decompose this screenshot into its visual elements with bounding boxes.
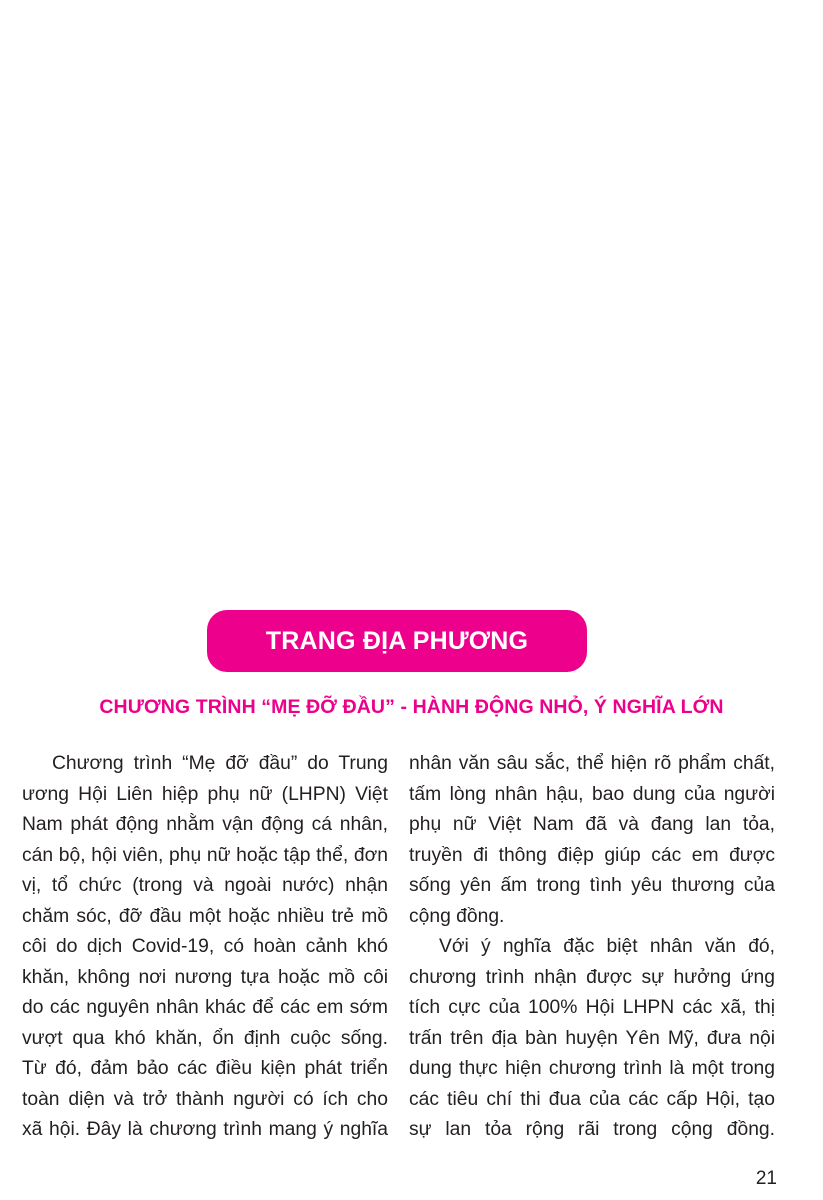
body-line: khăn, không nơi nương tựa hoặc mồ côi <box>22 966 388 988</box>
body-line: vượt qua khó khăn, ổn định cuộc sống. <box>22 1027 388 1049</box>
body-line: truyền đi thông điệp giúp các em được <box>409 844 775 866</box>
body-line: ương Hội Liên hiệp phụ nữ (LHPN) Việt <box>22 783 388 805</box>
body-line: cán bộ, hội viên, phụ nữ hoặc tập thể, đơn <box>22 844 388 866</box>
body-line: các tiêu chí thi đua của các cấp Hội, tạo <box>409 1088 775 1110</box>
body-line: Với ý nghĩa đặc biệt nhân văn đó, <box>439 936 775 957</box>
body-line: trấn trên địa bàn huyện Yên Mỹ, đưa nội <box>409 1027 775 1049</box>
article-title: CHƯƠNG TRÌNH “MẸ ĐỠ ĐẦU” - HÀNH ĐỘNG NHỎ, Ý NGHĨA LỚN <box>99 696 724 718</box>
body-line: vị, tổ chức (trong và ngoài nước) nhận <box>22 875 388 896</box>
body-line: xã hội. Đây là chương trình mang ý nghĩa <box>22 1119 388 1140</box>
section-header-banner <box>207 610 587 672</box>
body-line: chăm sóc, đỡ đầu một hoặc nhiều trẻ mồ <box>22 905 388 927</box>
body-line: sự lan tỏa rộng rãi trong cộng đồng. <box>409 1119 775 1140</box>
body-line: côi do dịch Covid-19, có hoàn cảnh khó <box>22 936 388 957</box>
body-line: sống yên ấm trong tình yêu thương của <box>409 875 775 896</box>
left-column <box>22 749 388 1146</box>
body-line: dung thực hiện chương trình là một trong <box>409 1058 775 1079</box>
body-line: do các nguyên nhân khác để các em sớm <box>22 997 388 1018</box>
body-line: nhân văn sâu sắc, thể hiện rõ phẩm chất, <box>409 753 775 774</box>
right-column <box>409 749 775 1146</box>
body-line: phụ nữ Việt Nam đã và đang lan tỏa, <box>409 814 775 835</box>
body-line: tấm lòng nhân hậu, bao dung của người <box>409 783 775 805</box>
blank-upper-area <box>0 0 823 590</box>
body-line: Chương trình “Mẹ đỡ đầu” do Trung <box>52 753 388 774</box>
body-line: Từ đó, đảm bảo các điều kiện phát triển <box>22 1058 388 1079</box>
body-line: Nam phát động nhằm vận động cá nhân, <box>22 814 388 835</box>
body-line: toàn diện và trở thành người có ích cho <box>22 1088 388 1110</box>
body-line: chương trình nhận được sự hưởng ứng <box>409 966 775 988</box>
body-line: cộng đồng. <box>409 905 505 927</box>
page-number: 21 <box>755 1168 777 1189</box>
section-header-text: TRANG ĐỊA PHƯƠNG <box>265 626 529 655</box>
body-line: tích cực của 100% Hội LHPN các xã, thị <box>409 997 775 1018</box>
